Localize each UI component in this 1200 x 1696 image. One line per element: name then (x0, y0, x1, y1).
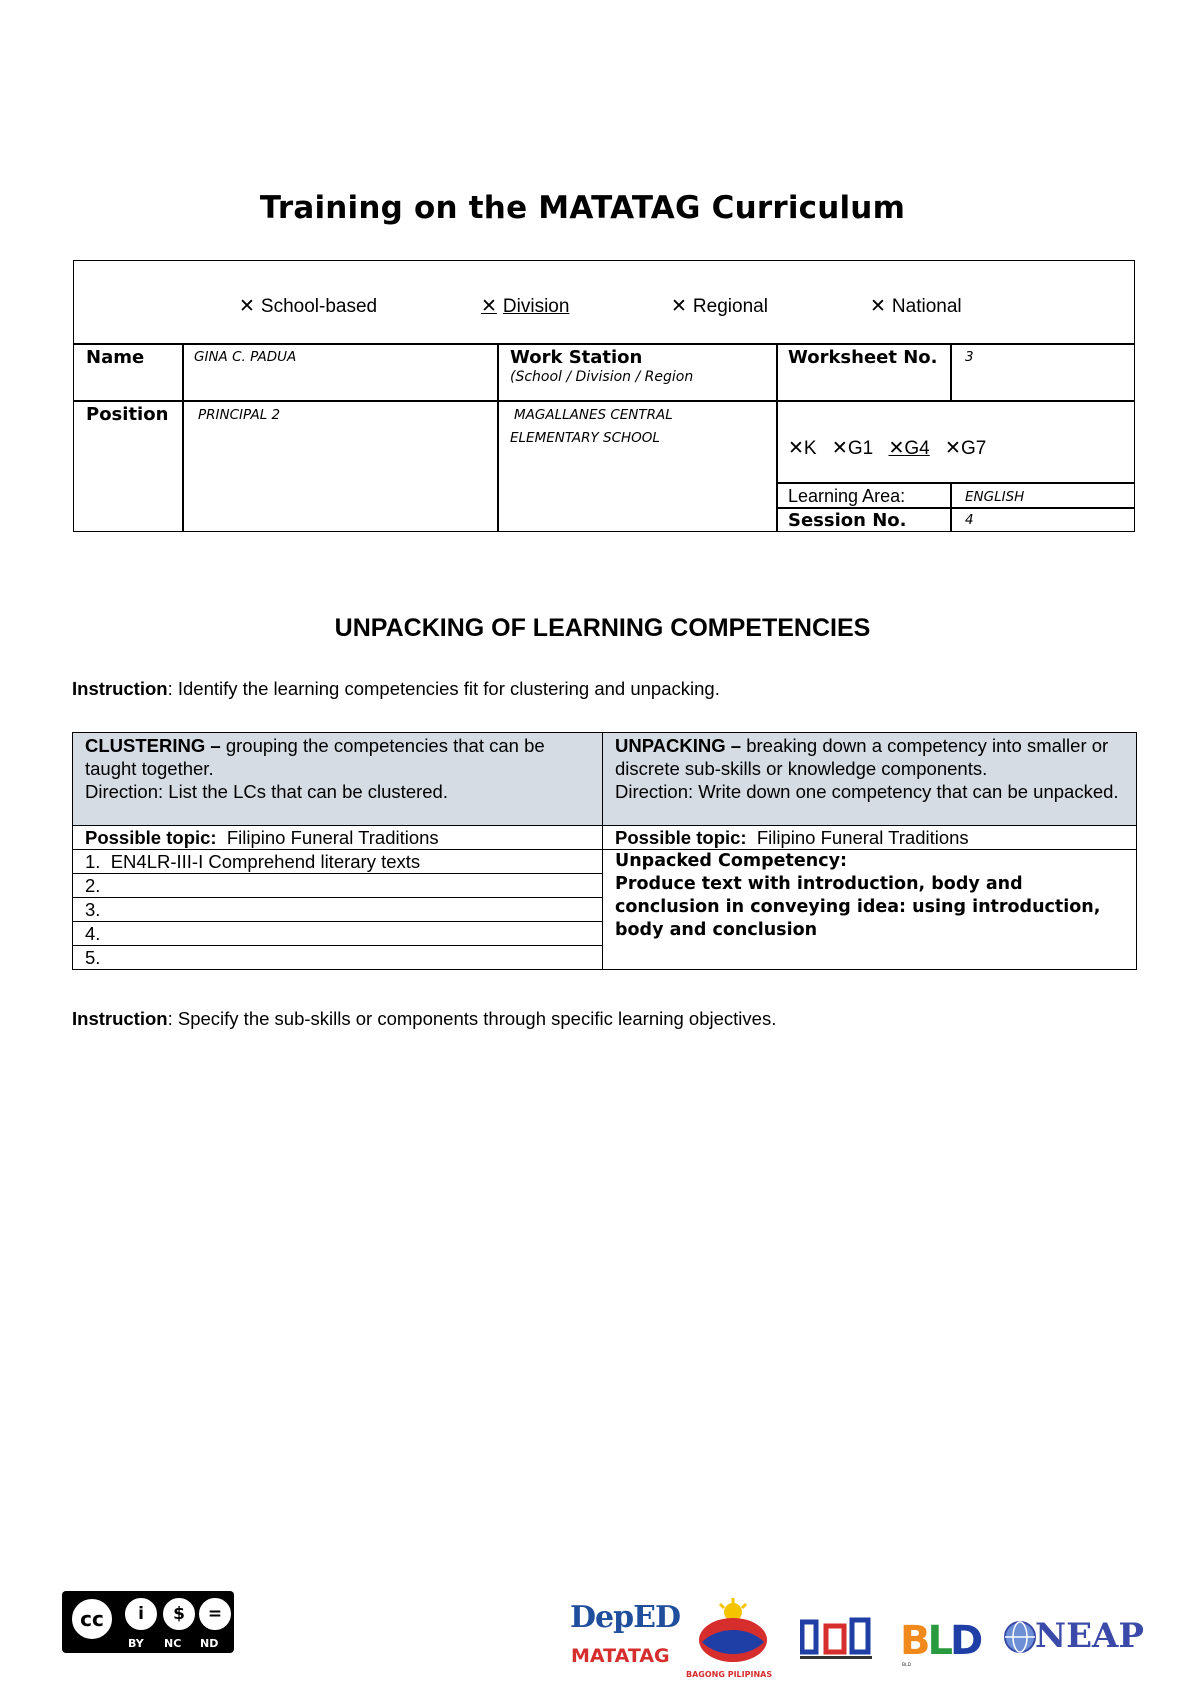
instruction-text: : Specify the sub-skills or components through specific learning objectives. (167, 1008, 777, 1029)
competency-item[interactable]: 3. (73, 898, 603, 922)
x-mark-icon: ✕ (239, 295, 255, 317)
unpacked-competency-label: Unpacked Competency: (615, 851, 848, 871)
row-divider (74, 400, 1134, 402)
level-option-national[interactable] (870, 295, 962, 318)
session-value[interactable]: 4 (965, 512, 974, 528)
position-label: Position (86, 404, 169, 425)
instruction-1 (72, 678, 720, 700)
cc-nc-label: NC (164, 1637, 182, 1650)
x-mark-icon: ✕ (870, 295, 886, 317)
competency-item[interactable]: 5. (73, 946, 603, 970)
level-option-regional[interactable] (671, 295, 768, 318)
unpacking-direction: Direction: Write down one competency that can be unpacked. (615, 781, 1119, 802)
school-line-1[interactable]: MAGALLANES CENTRAL (514, 407, 673, 423)
x-mark-icon: ✕ (831, 437, 848, 459)
level-label: National (891, 296, 962, 317)
cc-icon: cc (68, 1595, 116, 1643)
document-title: Training on the MATATAG Curriculum (259, 190, 906, 226)
matatag-logo: MATATAG (571, 1645, 670, 1667)
topic-label: Possible topic: (85, 827, 217, 848)
topic-label: Possible topic: (615, 827, 747, 848)
x-mark-icon: ✕ (888, 437, 905, 459)
x-mark-icon: ✕ (481, 295, 497, 317)
grade-options (788, 437, 996, 460)
unpacked-competency-cell[interactable] (603, 850, 1137, 970)
bld-logo: BLD (900, 1618, 981, 1664)
attribution-icon: i (122, 1595, 160, 1633)
cc-by-label: BY (128, 1637, 144, 1650)
noderivs-icon: = (196, 1595, 234, 1633)
grade-option-g7[interactable]: ✕G7 (945, 437, 987, 459)
level-option-division[interactable] (481, 295, 569, 318)
instruction-text: : Identify the learning competencies fit for clustering and unpacking. (167, 678, 720, 699)
neap-logo: NEAP (1035, 1616, 1144, 1656)
instruction-label: Instruction (72, 678, 168, 699)
x-mark-icon: ✕ (945, 437, 961, 459)
session-label: Session No. (788, 510, 907, 531)
neap-globe-icon (1003, 1620, 1037, 1654)
level-label: Division (502, 296, 570, 317)
col-divider (950, 343, 952, 401)
worksheet-label: Worksheet No. (788, 347, 938, 368)
instruction-label: Instruction (72, 1008, 168, 1029)
instruction-2 (72, 1008, 776, 1030)
workstation-sublabel: (School / Division / Region (510, 369, 694, 385)
deped-logo: DepED (570, 1600, 680, 1635)
bld-caption: BLD (902, 1663, 912, 1668)
header-table (73, 260, 1135, 532)
clustering-header-cell (73, 733, 603, 826)
unpacked-competency-text: Produce text with introduction, body and conclusion in conveying idea: using introduction, body and conclusion (615, 874, 1101, 940)
cc-nd-label: ND (200, 1637, 219, 1650)
competency-item[interactable]: 4. (73, 922, 603, 946)
grade-option-k[interactable]: ✕K (788, 437, 817, 459)
clustering-direction: Direction: List the LCs that can be clustered. (85, 781, 448, 802)
unpacking-definition: breaking down a competency into smaller or discrete sub-skills or knowledge components. (615, 735, 1109, 779)
school-line-2[interactable]: ELEMENTARY SCHOOL (510, 430, 660, 446)
unpacking-topic-cell[interactable] (603, 826, 1137, 850)
unpacking-header-cell (603, 733, 1137, 826)
col-divider (776, 343, 778, 531)
competency-item[interactable]: 1. EN4LR-III-I Comprehend literary texts (73, 850, 603, 874)
col-divider (497, 343, 499, 531)
clustering-topic-cell[interactable] (73, 826, 603, 850)
workstation-label: Work Station (510, 347, 643, 368)
learning-area-label: Learning Area: (788, 486, 906, 506)
level-option-school-based[interactable] (239, 295, 377, 318)
topic-value: Filipino Funeral Traditions (746, 827, 969, 848)
row-divider (776, 482, 1134, 484)
clustering-heading: CLUSTERING – (85, 735, 221, 756)
cc-license-badge (62, 1591, 234, 1653)
topic-value: Filipino Funeral Traditions (216, 827, 439, 848)
clustering-definition: grouping the competencies that can be taught together. (85, 735, 545, 779)
name-label: Name (86, 347, 145, 368)
noncommercial-icon: $ (160, 1595, 198, 1633)
x-mark-icon: ✕ (671, 295, 687, 317)
bagong-pilipinas-text: BAGONG PILIPINAS (686, 1670, 773, 1679)
level-label: School-based (260, 296, 378, 317)
grade-option-g1[interactable]: ✕G1 (831, 437, 874, 459)
learning-area-value[interactable]: ENGLISH (965, 489, 1025, 505)
bagong-pilipinas-logo-icon (694, 1598, 772, 1670)
unpacking-heading: UNPACKING – (615, 735, 742, 756)
grade-option-g4[interactable]: ✕G4 (888, 437, 930, 459)
row-divider (776, 507, 1134, 509)
section-title: UNPACKING OF LEARNING COMPETENCIES (334, 614, 871, 642)
competency-item[interactable]: 2. (73, 874, 603, 898)
col-divider (182, 343, 184, 531)
name-value[interactable]: GINA C. PADUA (194, 349, 297, 365)
position-value[interactable]: PRINCIPAL 2 (198, 407, 281, 423)
clustering-table (72, 732, 1137, 970)
level-label: Regional (692, 296, 768, 317)
bureau-logo-icon (800, 1616, 872, 1660)
col-divider (950, 482, 952, 531)
row-divider (74, 343, 1134, 345)
worksheet-value[interactable]: 3 (965, 349, 974, 365)
x-mark-icon: ✕ (788, 437, 804, 459)
